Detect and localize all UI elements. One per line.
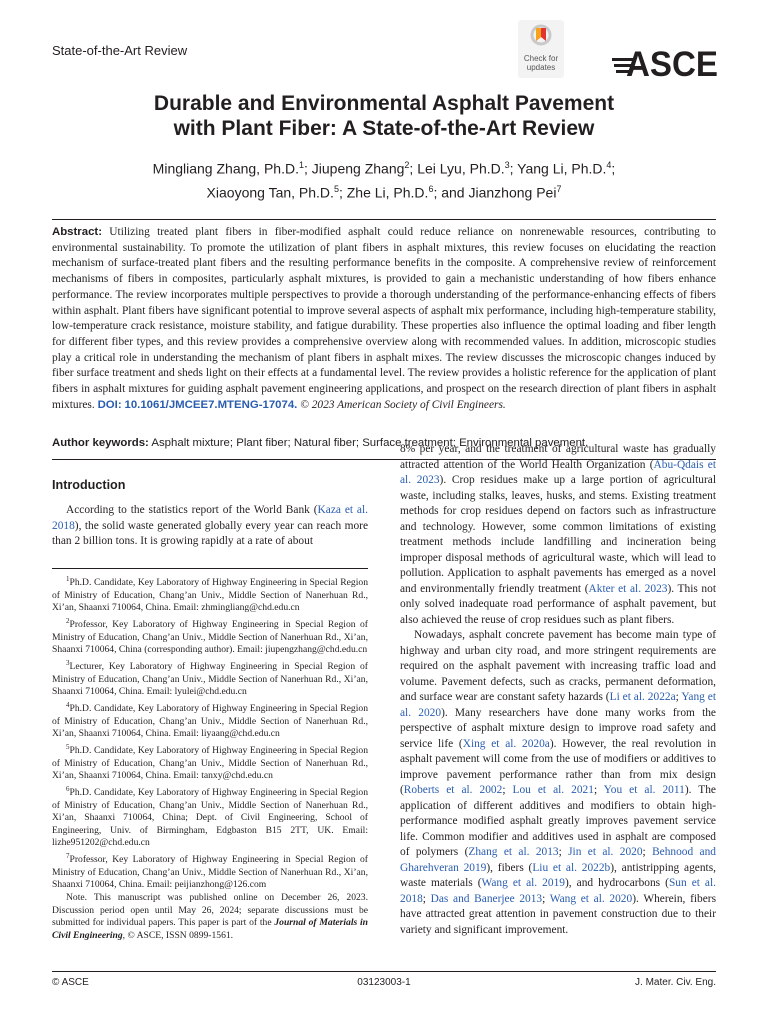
citation-link[interactable]: Liu et al. 2022b — [532, 861, 611, 874]
title-line-1: Durable and Environmental Asphalt Pavement — [153, 92, 615, 115]
intro-paragraph-2: Nowadays, asphalt concrete pavement has become main type of highway and urban city road, and more stringent requirements are required on the asphalt pavement with increasing traffic load and volume. Pavement defects, such as cracks, permanent deformation, and surface wear are constant safety hazards (Li et al. 2022a; Yang et al. 2020). Many researchers have done many works from the perspective of asphalt mixture design to improve road safety and service life (Xing et al. 2020a). However, the real revolution in asphalt pavement will come from the use of modifiers or additives to improve pavement performance rather than from mix design (Roberts et al. 2002; Lou et al. 2021; You et al. 2011). The application of different additives and modifiers to obtain high-performance modified asphalt greatly improves pavement service life. Common modifier and additives used in asphalt are composed of polymers (Zhang et al. 2013; Jin et al. 2020; Behnood and Gharehveran 2019), fibers (Liu et al. 2022b), antistripping agents, waste materials (Wang et al. 2019), and hydrocarbons (Sun et al. 2018; Das and Banerjee 2013; Wang et al. 2020). Wherein, fibers have attracted great attention in pavement construction due to their variety and significant improvement. — [400, 629, 717, 936]
citation-link[interactable]: Das and Banerjee 2013 — [430, 892, 543, 905]
right-column — [400, 442, 716, 938]
citation-link[interactable]: Li et al. 2022a — [609, 691, 676, 703]
citation-link[interactable]: Kaza et al. 2018 — [52, 504, 368, 532]
citation-link[interactable]: You et al. 2011 — [603, 784, 685, 796]
footnote-2: $^2$Professor, Key Laboratory of Highway Engineering in Special Region of Ministry of Education, Chang’an Univ., Middle Section of Nanerhuan Rd., Xi’an, Shaanxi 710064, China (corresponding author). Email: jiupengzhang@chd.edu.cn — [52, 616, 368, 656]
abstract — [52, 225, 716, 413]
section-label: State-of-the-Art Review — [52, 43, 188, 58]
citation-link[interactable]: Jin et al. 2020 — [568, 846, 643, 858]
abstract-label: Abstract: — [52, 226, 103, 238]
footnote-1: $^1$Ph.D. Candidate, Key Laboratory of Highway Engineering in Special Region of Ministry of Education, Chang’an Univ., Middle Section of Nanerhuan Rd., Xi’an, Shaanxi 710064, China. Email: zhmingliang@chd.edu.cn — [52, 575, 368, 614]
left-column — [52, 503, 368, 550]
abstract-top-rule — [52, 219, 716, 220]
intro-paragraph-1: According to the statistics report of the World Bank (Kaza et al. 2018), the solid waste generated globally every year can reach more than 2 billion tons. It is growing rapidly at a rate of about — [52, 504, 368, 547]
title-line-2: with Plant Fiber: A State-of-the-Art Review — [173, 117, 595, 140]
citation-link[interactable]: Wang et al. 2020 — [549, 892, 633, 905]
citation-link[interactable]: Roberts et al. 2002 — [403, 784, 503, 796]
footnote-rule — [52, 568, 368, 569]
asce-logo-text: ASCE — [626, 45, 718, 84]
keywords-text: Asphalt mixture; Plant fiber; Natural fiber; Surface treatment; Environmental pavement. — [151, 437, 589, 449]
copyright-line: © 2023 American Society of Civil Engineers. — [300, 398, 506, 411]
citation-link[interactable]: Xing et al. 2020a — [462, 737, 550, 750]
footer-page-id: 03123003-1 — [357, 977, 411, 988]
footnote-3: $^3$Lecturer, Key Laboratory of Highway Engineering in Special Region of Ministry of Education, Chang’an Univ., Middle Section of Nanerhuan Rd., Xi’an, Shaanxi 710064, China. Email: lyulei@chd.edu.cn — [52, 658, 368, 698]
footnote-4: $^4$Ph.D. Candidate, Key Laboratory of Highway Engineering in Special Region of Ministry of Education, Chang’an Univ., Middle Section of Nanerhuan Rd., Xi’an, Shaanxi 710064, China. Email: liyaang@chd.edu.cn — [52, 700, 368, 740]
author-line-2: Xiaoyong Tan, Ph.D.$^5$; Zhe Li, Ph.D.$^6$; and Jianzhong Pei$^7$ — [206, 183, 562, 201]
publication-note: Note. This manuscript was published online on December 26, 2023. Discussion period open until May 26, 2024; separate discussions must be submitted for individual papers. This paper is part of the Journal of Materials in Civil Engineering, © ASCE, ISSN 0899-1561. — [52, 891, 368, 941]
citation-link[interactable]: Akter et al. 2023 — [588, 582, 668, 595]
citation-link[interactable]: Lou et al. 2021 — [512, 784, 594, 796]
footer-journal: J. Mater. Civ. Eng. — [635, 977, 716, 988]
citation-link[interactable]: Yang et al. 2020 — [400, 691, 717, 719]
footnote-6: $^6$Ph.D. Candidate, Key Laboratory of Highway Engineering in Special Region of Ministry of Education, Chang’an Univ., Middle Section of Nanerhuan Rd., Xi’an, Shaanxi 710064, China; Dept. of Civil Engineering, School of Engineering, Univ. of Birmingham, Edgbaston B15 2TT, UK. Email: lizhe951202@chd.edu.cn — [52, 784, 368, 849]
doi-label: DOI: — [97, 398, 122, 411]
citation-link[interactable]: Sun et al. 2018 — [400, 877, 717, 905]
footnote-5: $^5$Ph.D. Candidate, Key Laboratory of Highway Engineering in Special Region of Ministry of Education, Chang’an Univ., Middle Section of Nanerhuan Rd., Xi’an, Shaanxi 710064, China. Email: tanxy@chd.edu.cn — [52, 742, 368, 782]
keywords-label: Author keywords: — [52, 437, 149, 449]
check-badge-line1: Check for — [523, 54, 559, 63]
check-for-updates-badge[interactable] — [518, 20, 564, 78]
author-footnotes — [52, 573, 368, 942]
doi-link[interactable]: 10.1061/JMCEE7.MTENG-17074. — [124, 398, 298, 411]
citation-link[interactable]: Behnood and Gharehveran 2019 — [400, 846, 716, 874]
footer-rule — [52, 971, 716, 972]
intro-paragraph-1-cont: 8% per year, and the treatment of agricultural waste has gradually attracted attention of the World Health Organization (Abu-Qdais et al. 2023). Crop residues make up a large portion of agricultural waste, including stalks, leaves, husks, and stems. Existing treatment methods for crop residues depend on factors such as infrastructure and technology. However, some common limitations of existing treatment methods include landfilling and incineration being improper disposal methods of agricultural waste, which will lead to pollution. Application to asphalt pavements has emerged as a novel and environmentally friendly treatment (Akter et al. 2023). This not only solved inadequate road performance of asphalt pavement, but also achieved the reuse of crop residues such as plant fibers. — [400, 443, 716, 626]
asce-logo — [612, 40, 718, 84]
author-list — [0, 155, 768, 202]
introduction-heading: Introduction — [52, 478, 126, 492]
footnote-7: $^7$Professor, Key Laboratory of Highway Engineering in Special Region of Ministry of Education, Chang’an Univ., Middle Section of Nanerhuan Rd., Xi’an, Shaanxi 710064, China. Email: peijianzhong@126.com — [52, 852, 368, 891]
crossmark-icon — [530, 24, 552, 46]
footer-publisher: © ASCE — [52, 977, 89, 988]
citation-link[interactable]: Wang et al. 2019 — [481, 877, 565, 889]
article-title — [0, 91, 768, 141]
author-line-1: Mingliang Zhang, Ph.D.$^1$; Jiupeng Zhang$^2$; Lei Lyu, Ph.D.$^3$; Yang Li, Ph.D.$^4$; — [152, 160, 616, 177]
check-badge-line2: updates — [526, 63, 556, 72]
abstract-body: Utilizing treated plant fibers in fiber-modified asphalt could reduce reliance on nonrenewable resources, contributing to environmental sustainability. To promote the utilization of plant fibers in asphalt mixtures, this review focuses on elucidating the reaction mechanism of surface-treated plant fibers and the resulting performance benefits in the composite. A comprehensive review of reinforcement mechanisms of fibers in composites, particularly asphalt mixtures, is provided to gain a mechanistic understanding of how fibers enhance performance. The review incorporates multiple perspectives to provide a thorough understanding of the performance-enhancing effects of fibers within asphalt. Plant fibers have significant potential to improve several aspects of asphalt mix performance, including high-temperature stability, low-temperature crack resistance, moisture stability, and fatigue durability. These properties also influence the optimal loading and fiber length for different fiber types, and this review provides a comprehensive overview along with recommended values. In addition, microscopic studies play a critical role in understanding the mechanism of plant fibers in asphalt mixes. The review discusses the microscopic changes induced by fiber surface treatment and sheds light on their effects at a fundamental level. The review provides a holistic reference for the application of plant fibers in asphalt mixtures for guiding asphalt pavement engineering applications, and prospect on the research direction of plant fibers in asphalt mixtures. — [52, 226, 716, 411]
citation-link[interactable]: Zhang et al. 2013 — [468, 846, 559, 858]
citation-link[interactable]: Abu-Qdais et al. 2023 — [400, 458, 716, 486]
